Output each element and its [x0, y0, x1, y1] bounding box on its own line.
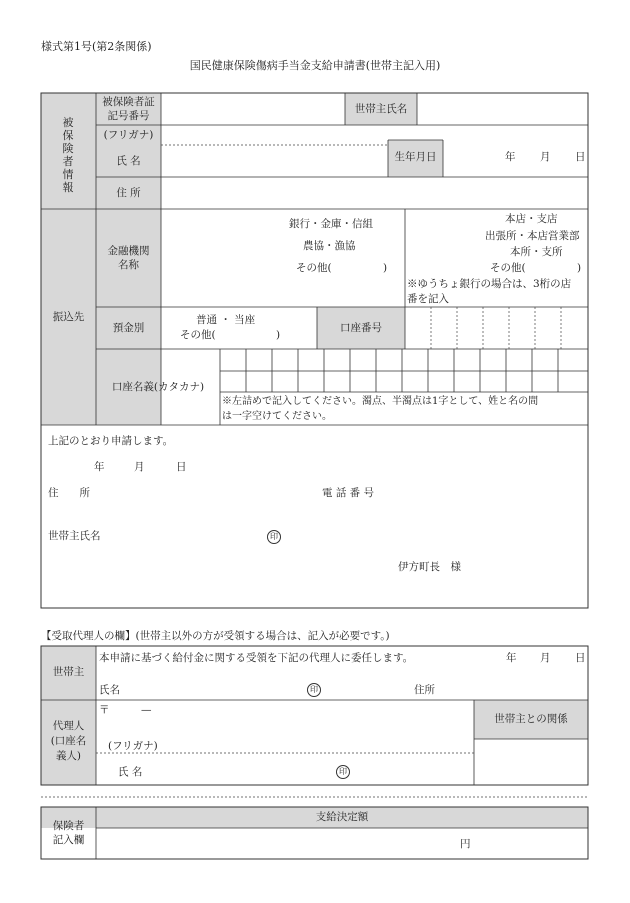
form-number: 様式第1号(第2条関係): [41, 40, 152, 53]
agent-address-field[interactable]: [98, 702, 472, 736]
bank-types-1: 銀行・金庫・信組: [289, 218, 373, 230]
amount-field[interactable]: [97, 829, 457, 858]
cert-no-field[interactable]: [163, 95, 343, 123]
agent-section-title: 【受取代理人の欄】(世帯主以外の方が受領する場合は、記入が必要です。): [41, 630, 390, 642]
birth-label: 生年月日: [394, 151, 437, 163]
seal-icon: 印: [267, 530, 281, 544]
bank-types-2: 農協・漁協: [303, 240, 356, 252]
bank-types-3-close: ): [383, 262, 388, 274]
agent-furigana-label: (フリガナ): [108, 740, 158, 752]
furigana-field[interactable]: [163, 127, 385, 143]
insurer-label-2: 記入欄: [52, 834, 85, 846]
insurer-label-1: 保険者: [52, 820, 85, 832]
delegation-text: 本申請に基づく給付金に関する受領を下記の代理人に委任します。: [99, 652, 414, 664]
postal-code-label: 〒 —: [99, 704, 152, 716]
address-field[interactable]: [163, 179, 586, 207]
apply-day-label: 日: [176, 461, 187, 473]
delegation-month-label: 月: [540, 652, 551, 664]
amount-label: 支給決定額: [315, 811, 369, 823]
relation-field[interactable]: [475, 740, 587, 784]
birth-year-label: 年: [505, 151, 516, 163]
delegation-year-label: 年: [506, 652, 517, 664]
holder-label: 口座名義(カタカナ): [111, 381, 205, 393]
address-label: 住 所: [116, 187, 141, 199]
agent-name-label: 氏 名: [118, 766, 143, 778]
furigana-label: (フリガナ): [103, 129, 154, 141]
bank-label-1: 金融機関: [107, 245, 150, 257]
bank-types-3: その他(: [296, 262, 332, 274]
yen-unit: 円: [460, 838, 471, 850]
branch-3: 本所・支所: [510, 246, 563, 258]
holder-kana-field[interactable]: [221, 350, 587, 391]
delegator-seal-icon: 印: [307, 683, 321, 697]
holder-note-1: ※左詰めで記入してください。濁点、半濁点は1字として、姓と名の間: [222, 396, 539, 407]
agent-head-label: 世帯主: [52, 666, 85, 678]
deposit-options-2-close: ): [276, 329, 281, 341]
agent-seal-icon: 印: [336, 765, 350, 779]
apply-statement: 上記のとおり申請します。: [48, 435, 174, 447]
branch-note-1: ※ゆうちょ銀行の場合は、3桁の店: [407, 278, 572, 290]
relation-label: 世帯主との関係: [494, 713, 568, 725]
branch-2: 出張所・本店営業部: [485, 230, 580, 242]
page-title: 国民健康保険傷病手当金支給申請書(世帯主記入用): [189, 59, 441, 72]
deposit-options-2: その他(: [180, 329, 216, 341]
cert-no-label-1: 被保険者証: [102, 96, 155, 108]
name-label: 氏 名: [116, 155, 141, 167]
head-name-label: 世帯主氏名: [354, 103, 408, 115]
deposit-options-1[interactable]: 普通 ・ 当座: [196, 314, 256, 326]
cert-no-label-2: 記号番号: [107, 110, 150, 122]
account-no-label: 口座番号: [340, 322, 382, 334]
branch-4-close: ): [577, 262, 582, 274]
apply-phone-label: 電 話 番 号: [322, 487, 375, 499]
head-name-field[interactable]: [419, 95, 586, 123]
agent-label-3: 義人): [55, 750, 82, 762]
holder-note-2: は一字空けてください。: [222, 411, 332, 422]
branch-note-2: 番を記入: [407, 293, 449, 305]
deposit-label: 預金別: [112, 322, 145, 334]
apply-year-label: 年: [94, 461, 105, 473]
account-no-field[interactable]: [406, 308, 587, 348]
bank-label-2: 名称: [118, 259, 139, 271]
delegator-name-label: 氏名: [99, 684, 120, 696]
agent-label-2: (口座名: [50, 735, 87, 747]
name-field[interactable]: [163, 147, 385, 175]
agent-label-1: 代理人: [52, 720, 85, 732]
delegation-day-label: 日: [575, 652, 586, 664]
branch-1: 本店・支店: [505, 213, 558, 225]
apply-address-label: 住 所: [48, 487, 90, 499]
bank-name-field[interactable]: [163, 211, 283, 305]
apply-month-label: 月: [134, 461, 145, 473]
birth-day-label: 日: [575, 151, 586, 163]
branch-4: その他(: [490, 262, 526, 274]
apply-head-name-label: 世帯主氏名: [48, 530, 101, 542]
birth-month-label: 月: [540, 151, 551, 163]
addressee: 伊方町長 様: [398, 561, 461, 573]
transfer-section-label: 振込先: [52, 311, 85, 323]
delegator-address-label: 住所: [414, 684, 435, 696]
insured-section-label: 被保険者情報: [62, 116, 74, 194]
